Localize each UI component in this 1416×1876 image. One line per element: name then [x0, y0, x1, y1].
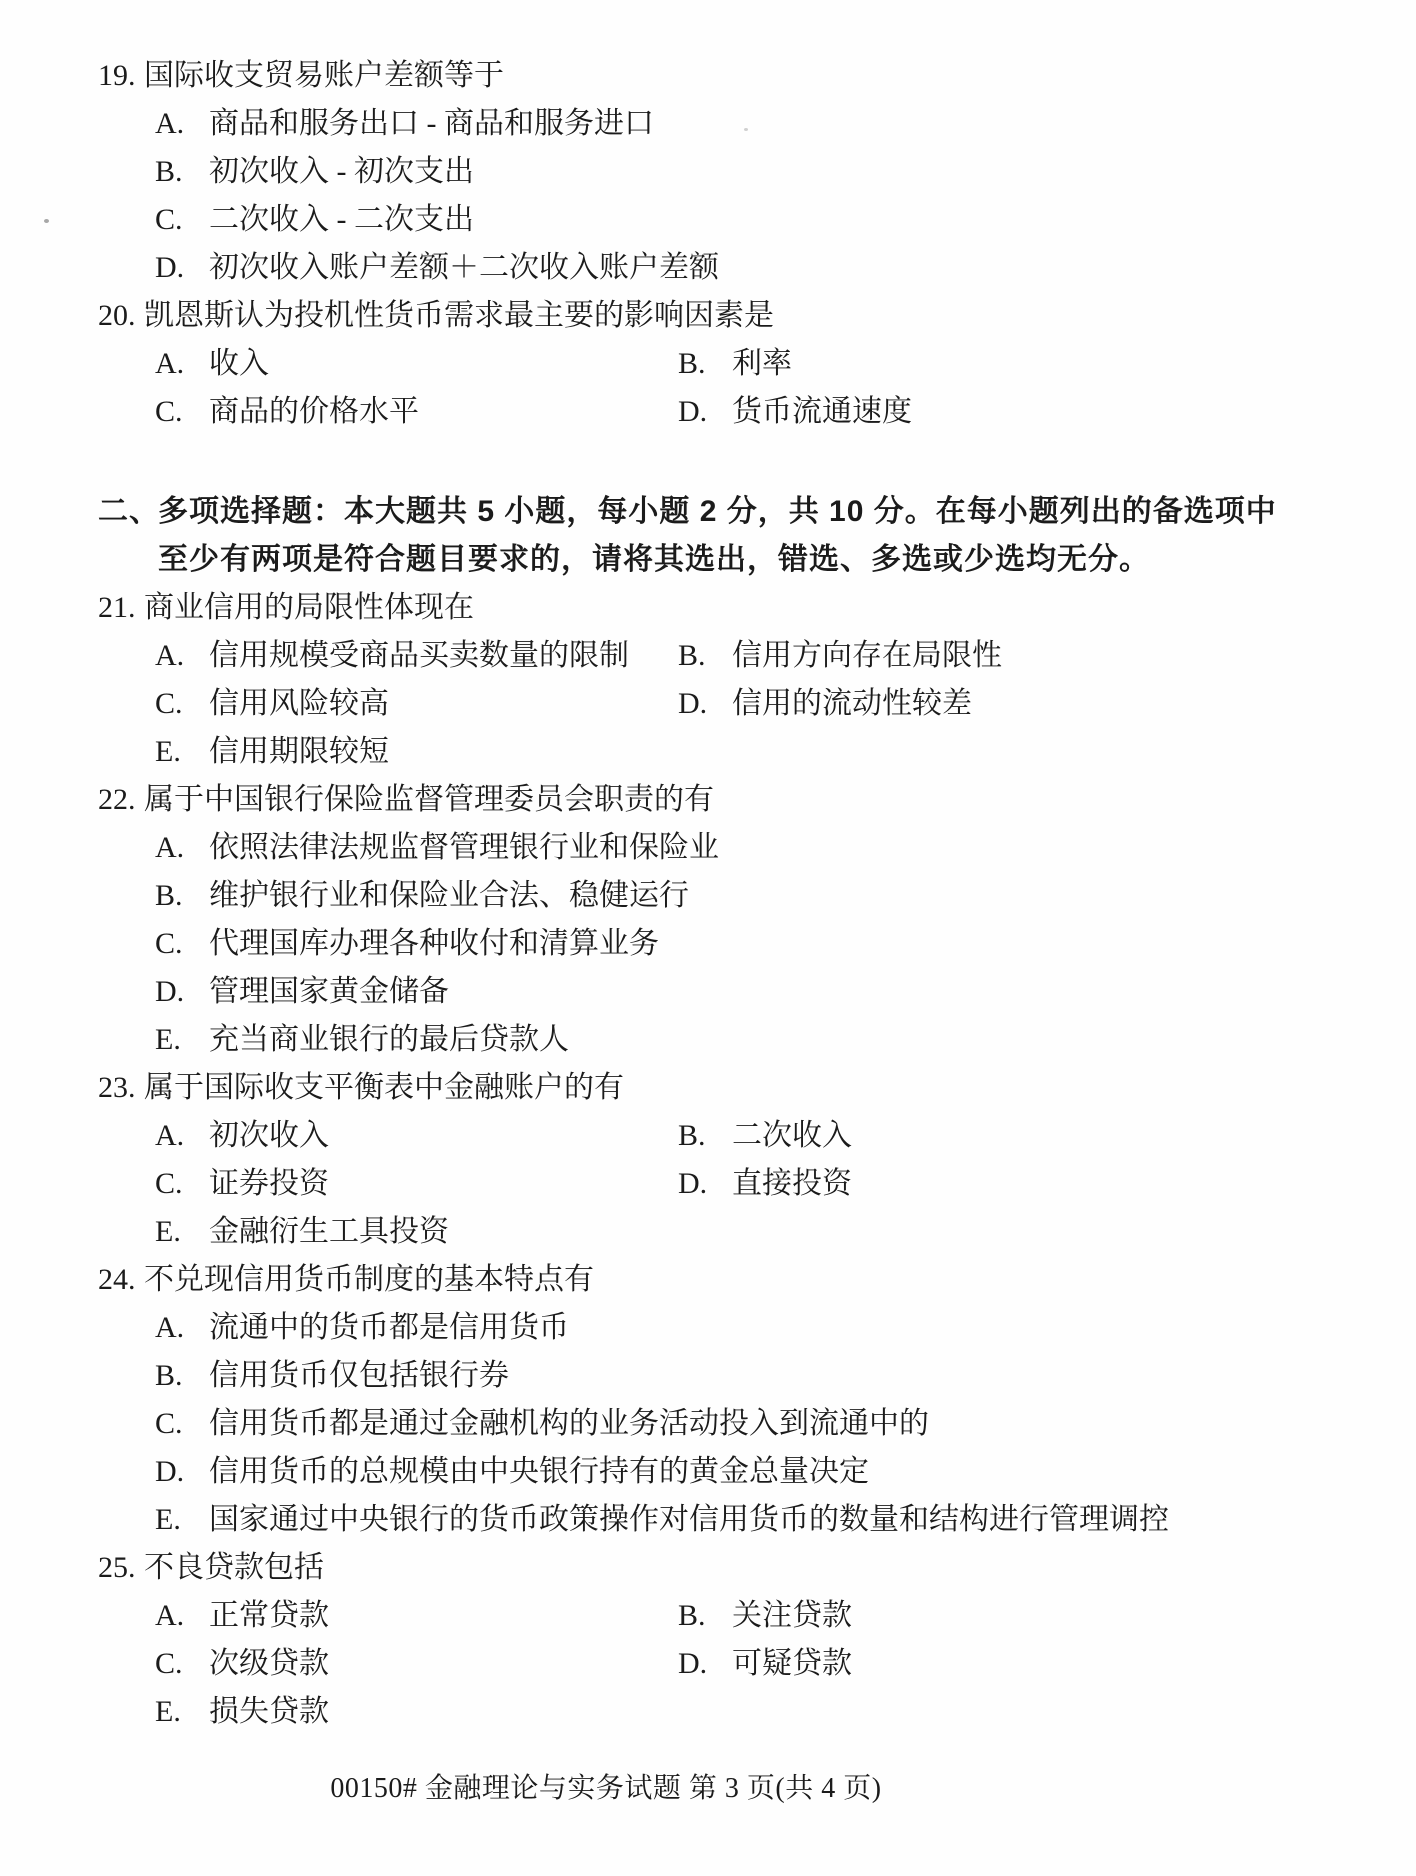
option-text: 商品和服务出口 - 商品和服务进口 [209, 107, 654, 140]
option-22-d [98, 968, 1376, 1016]
section-2-instructions-2: 至少有两项是符合题目要求的，请将其选出，错选、多选或少选均无分。 [158, 543, 1150, 576]
option-21-d [678, 680, 1376, 728]
option-24-d [98, 1448, 1376, 1496]
option-label: D. [678, 687, 708, 720]
option-text: 国家通过中央银行的货币政策操作对信用货币的数量和结构进行管理调控 [209, 1503, 1169, 1536]
option-label: C. [155, 1167, 183, 1200]
question-23-stem-line [98, 1064, 1376, 1112]
question-stem: 属于国际收支平衡表中金融账户的有 [144, 1071, 624, 1104]
option-label: B. [678, 1599, 706, 1632]
option-row-23-ab [98, 1112, 1376, 1160]
option-24-c [98, 1400, 1376, 1448]
question-22-stem-line [98, 776, 1376, 824]
option-label: D. [678, 1167, 708, 1200]
option-22-b [98, 872, 1376, 920]
option-text: 二次收入 - 二次支出 [209, 203, 474, 236]
page-footer: 00150# 金融理论与实务试题 第 3 页(共 4 页) [330, 1773, 882, 1804]
option-text: 正常贷款 [209, 1599, 329, 1632]
option-text: 二次收入 [732, 1119, 852, 1152]
option-20-a [155, 340, 678, 388]
option-text: 依照法律法规监督管理银行业和保险业 [209, 831, 719, 864]
option-label: E. [155, 735, 181, 768]
question-stem: 属于中国银行保险监督管理委员会职责的有 [144, 783, 714, 816]
option-label: D. [678, 395, 708, 428]
option-text: 商品的价格水平 [209, 395, 419, 428]
option-label: C. [155, 687, 183, 720]
question-stem: 凯恩斯认为投机性货币需求最主要的影响因素是 [144, 299, 774, 332]
option-row-20-ab [98, 340, 1376, 388]
option-label: A. [155, 639, 185, 672]
question-stem: 不兑现信用货币制度的基本特点有 [144, 1263, 594, 1296]
option-19-a [98, 100, 1376, 148]
option-24-e [98, 1496, 1376, 1544]
option-row-20-cd [98, 388, 1376, 436]
option-21-e [98, 728, 1376, 776]
option-label: C. [155, 395, 183, 428]
option-25-c [155, 1640, 678, 1688]
option-text: 损失贷款 [209, 1695, 329, 1728]
option-label: B. [155, 1359, 183, 1392]
option-20-d [678, 388, 1376, 436]
option-25-b [678, 1592, 1376, 1640]
scan-artifact-dot [744, 128, 748, 131]
question-25 [98, 1544, 1376, 1736]
option-21-b [678, 632, 1376, 680]
option-19-b [98, 148, 1376, 196]
option-label: D. [155, 251, 185, 284]
question-number: 20. [98, 299, 136, 332]
option-23-d [678, 1160, 1376, 1208]
option-text: 信用货币仅包括银行券 [209, 1359, 509, 1392]
option-text: 信用风险较高 [209, 687, 389, 720]
section-2-header [98, 488, 1376, 584]
option-23-e [98, 1208, 1376, 1256]
option-19-c [98, 196, 1376, 244]
option-text: 关注贷款 [732, 1599, 852, 1632]
option-text: 信用的流动性较差 [732, 687, 972, 720]
question-24 [98, 1256, 1376, 1544]
question-25-stem-line [98, 1544, 1376, 1592]
question-number: 24. [98, 1263, 136, 1296]
option-25-a [155, 1592, 678, 1640]
option-21-a [155, 632, 678, 680]
option-22-c [98, 920, 1376, 968]
question-19 [98, 52, 1376, 292]
option-row-25-ab [98, 1592, 1376, 1640]
option-text: 信用方向存在局限性 [732, 639, 1002, 672]
option-20-b [678, 340, 1376, 388]
option-23-c [155, 1160, 678, 1208]
option-row-21-ab [98, 632, 1376, 680]
option-label: A. [155, 1599, 185, 1632]
option-label: B. [678, 639, 706, 672]
option-text: 初次收入账户差额＋二次收入账户差额 [209, 251, 719, 284]
option-label: A. [155, 831, 185, 864]
question-20 [98, 292, 1376, 436]
option-label: A. [155, 1119, 185, 1152]
option-label: E. [155, 1215, 181, 1248]
option-label: E. [155, 1503, 181, 1536]
option-text: 初次收入 - 初次支出 [209, 155, 474, 188]
option-text: 直接投资 [732, 1167, 852, 1200]
option-24-a [98, 1304, 1376, 1352]
section-2-header-line-1 [98, 488, 1376, 536]
option-label: D. [155, 1455, 185, 1488]
option-22-a [98, 824, 1376, 872]
option-text: 次级贷款 [209, 1647, 329, 1680]
question-stem: 不良贷款包括 [144, 1551, 324, 1584]
option-label: A. [155, 107, 185, 140]
option-label: E. [155, 1023, 181, 1056]
option-22-e [98, 1016, 1376, 1064]
option-text: 证券投资 [209, 1167, 329, 1200]
option-label: B. [155, 155, 183, 188]
option-19-d [98, 244, 1376, 292]
option-text: 维护银行业和保险业合法、稳健运行 [209, 879, 689, 912]
option-row-25-cd [98, 1640, 1376, 1688]
option-text: 金融衍生工具投资 [209, 1215, 449, 1248]
option-23-b [678, 1112, 1376, 1160]
option-label: C. [155, 1647, 183, 1680]
option-label: B. [678, 347, 706, 380]
option-text: 信用货币的总规模由中央银行持有的黄金总量决定 [209, 1455, 869, 1488]
option-25-e [98, 1688, 1376, 1736]
option-21-c [155, 680, 678, 728]
option-text: 信用货币都是通过金融机构的业务活动投入到流通中的 [209, 1407, 929, 1440]
question-21-stem-line [98, 584, 1376, 632]
question-20-stem-line [98, 292, 1376, 340]
question-21 [98, 584, 1376, 776]
option-20-c [155, 388, 678, 436]
option-label: C. [155, 203, 183, 236]
option-text: 代理国库办理各种收付和清算业务 [209, 927, 659, 960]
option-text: 管理国家黄金储备 [209, 975, 449, 1008]
option-text: 收入 [209, 347, 269, 380]
option-label: A. [155, 347, 185, 380]
question-23 [98, 1064, 1376, 1256]
question-number: 25. [98, 1551, 136, 1584]
option-text: 流通中的货币都是信用货币 [209, 1311, 569, 1344]
section-2-marker: 二、 [98, 495, 160, 528]
option-23-a [155, 1112, 678, 1160]
question-number: 23. [98, 1071, 136, 1104]
option-label: C. [155, 927, 183, 960]
option-label: B. [155, 879, 183, 912]
option-text: 初次收入 [209, 1119, 329, 1152]
option-label: A. [155, 1311, 185, 1344]
question-stem: 国际收支贸易账户差额等于 [144, 59, 504, 92]
option-text: 信用规模受商品买卖数量的限制 [209, 639, 629, 672]
question-22 [98, 776, 1376, 1064]
option-text: 信用期限较短 [209, 735, 389, 768]
question-stem: 商业信用的局限性体现在 [144, 591, 474, 624]
question-number: 19. [98, 59, 136, 92]
option-label: C. [155, 1407, 183, 1440]
question-19-stem-line [98, 52, 1376, 100]
question-number: 21. [98, 591, 136, 624]
question-24-stem-line [98, 1256, 1376, 1304]
option-text: 利率 [732, 347, 792, 380]
option-label: B. [678, 1119, 706, 1152]
option-label: D. [678, 1647, 708, 1680]
option-label: E. [155, 1695, 181, 1728]
option-text: 可疑贷款 [732, 1647, 852, 1680]
section-2-instructions-1: 多项选择题：本大题共 5 小题，每小题 2 分，共 10 分。在每小题列出的备选项中 [158, 495, 1277, 528]
question-number: 22. [98, 783, 136, 816]
option-row-23-cd [98, 1160, 1376, 1208]
option-25-d [678, 1640, 1376, 1688]
scan-artifact-dot [44, 219, 49, 223]
option-text: 充当商业银行的最后贷款人 [209, 1023, 569, 1056]
option-row-21-cd [98, 680, 1376, 728]
option-24-b [98, 1352, 1376, 1400]
option-label: D. [155, 975, 185, 1008]
option-text: 货币流通速度 [732, 395, 912, 428]
